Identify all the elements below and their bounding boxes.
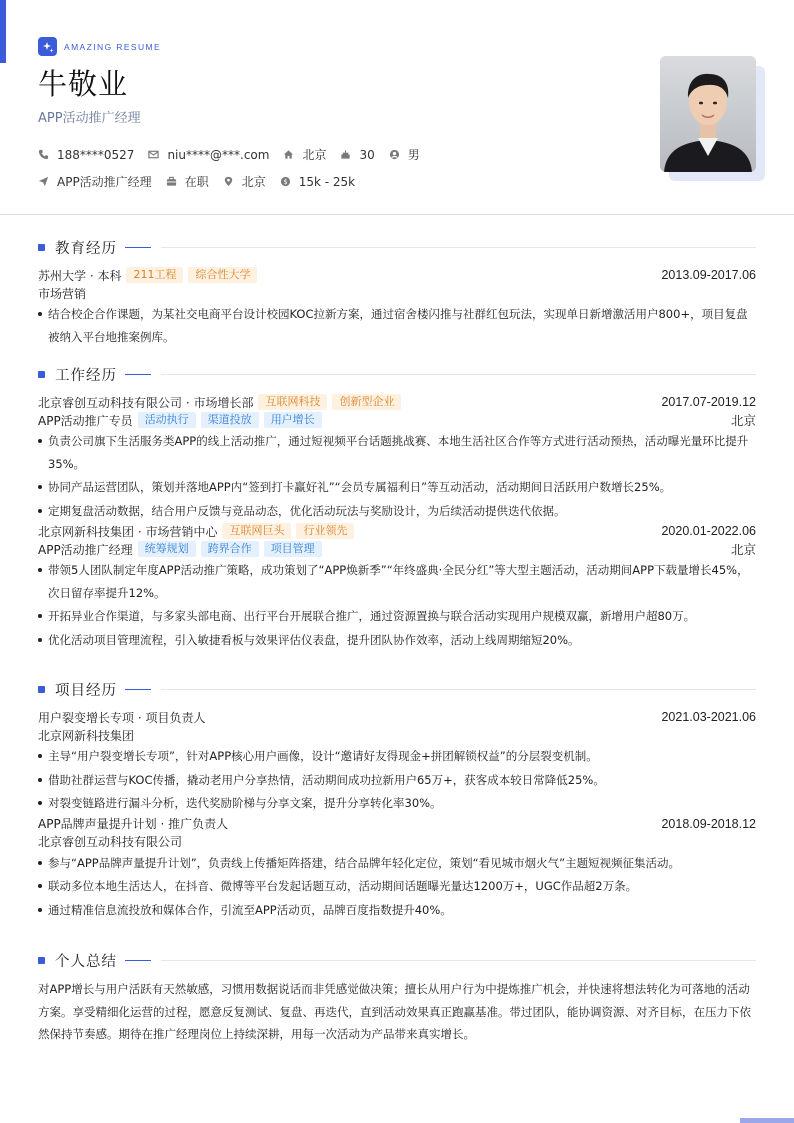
section-divider <box>161 960 756 961</box>
section-title: 项目经历 <box>55 682 117 699</box>
role-tag: 统筹规划 <box>138 541 196 557</box>
briefcase-icon <box>166 176 177 187</box>
section-accent-line <box>125 689 151 690</box>
work-bullet: 带领5人团队制定年度APP活动推广策略，成功策划了“APP焕新季”“年终盛典·全民分红”等大型主题活动，活动期间APP下载量增长45%，次日留存率提升12%。 <box>38 559 756 604</box>
project-org: 北京网新科技集团 <box>38 728 135 743</box>
school-name: 苏州大学 · 本科 <box>38 268 122 283</box>
education-major-row <box>38 284 756 302</box>
section-title: 教育经历 <box>55 240 117 257</box>
phone-info <box>38 148 134 162</box>
home-text: 北京 <box>302 148 327 162</box>
intent-position-info <box>38 173 152 190</box>
job-intent-row <box>38 173 369 190</box>
section-divider <box>161 689 756 690</box>
home-info <box>283 146 326 163</box>
section-accent-line <box>125 374 151 375</box>
salary-text: 15k - 25k <box>298 174 356 189</box>
project-bullet: 参与“APP品牌声量提升计划”，负责线上传播矩阵搭建，结合品牌年轻化定位，策划“看见城市烟火气”主题短视频征集活动。 <box>38 852 756 875</box>
location-icon <box>223 176 234 187</box>
company-tag: 互联网科技 <box>258 394 327 410</box>
phone-text: 188****0527 <box>57 147 135 162</box>
section-accent-line <box>125 247 151 248</box>
project-bullet: 联动多位本地生活达人，在抖音、微博等平台发起话题互动，活动期间话题曝光量达1200万+，UGC作品超2万条。 <box>38 875 756 898</box>
send-icon <box>38 176 49 187</box>
work-role-row <box>38 540 756 558</box>
work-location: 北京 <box>730 414 756 428</box>
major: 市场营销 <box>38 286 87 301</box>
work-date: 2017.07-2019.12 <box>661 395 756 409</box>
section-title: 个人总结 <box>55 953 117 970</box>
brand-text: AMAZING RESUME <box>64 41 162 52</box>
project-name: APP品牌声量提升计划 · 推广负责人 <box>38 817 229 831</box>
role-tag: 跨界合作 <box>201 541 259 557</box>
candidate-title: APP活动推广经理 <box>38 111 141 126</box>
age-text: 30 <box>359 147 375 162</box>
profile-photo <box>660 56 756 172</box>
status-text: 在职 <box>184 175 209 189</box>
gender-info <box>389 146 420 163</box>
section-divider <box>161 374 756 375</box>
project-entry <box>38 708 756 815</box>
education-heading <box>38 237 756 257</box>
bottom-accent-bar <box>740 1118 794 1123</box>
money-icon <box>280 176 291 187</box>
school-tag: 综合性大学 <box>188 267 257 283</box>
project-entry-header <box>38 708 756 726</box>
work-bullet: 定期复盘活动数据，结合用户反馈与竞品动态，优化活动玩法与奖励设计，为后续活动提供迭代依据。 <box>38 500 756 523</box>
section-accent-line <box>125 960 151 961</box>
contact-row <box>38 146 434 163</box>
status-info <box>166 173 209 190</box>
role-tag: 渠道投放 <box>201 412 259 428</box>
work-section <box>38 364 756 651</box>
summary-text: 对APP增长与用户活跃有天然敏感，习惯用数据说话而非凭感觉做决策；擅长从用户行为中提炼推广机会，并快速将想法转化为可落地的活动方案。享受精细化运营的过程，愿意反复测试、复盘、再迭代，直到活动效果真正跑赢基准。带过团队，能协调资源、对齐目标，在压力下依然保持节奏感。期待在推广经理岗位上持续深耕，用每一次活动为产品带来真实增长。 <box>38 982 751 1041</box>
work-bullet: 负责公司旗下生活服务类APP的线上活动推广，通过短视频平台话题挑战赛、本地生活社区合作等方式进行活动预热，活动曝光量环比提升35%。 <box>38 430 756 475</box>
project-entry <box>38 815 756 922</box>
age-info <box>340 148 374 162</box>
gender-icon <box>389 149 400 160</box>
project-org: 北京睿创互动科技有限公司 <box>38 835 183 849</box>
phone-icon <box>38 149 49 160</box>
project-org-row <box>38 833 756 851</box>
work-heading <box>38 364 756 384</box>
education-section <box>38 237 756 348</box>
school-tag: 211工程 <box>126 267 183 283</box>
projects-section <box>38 679 756 921</box>
work-bullet: 优化活动项目管理流程，引入敏捷看板与效果评估仪表盘，提升团队协作效率，活动上线周期缩短20%。 <box>38 629 756 652</box>
intent-city-text: 北京 <box>241 175 266 189</box>
company-name: 北京网新科技集团 · 市场营销中心 <box>38 524 218 539</box>
company-tag: 行业领先 <box>296 523 354 539</box>
section-divider <box>161 247 756 248</box>
work-location: 北京 <box>730 543 756 557</box>
section-marker <box>38 244 45 251</box>
gender-text: 男 <box>407 148 420 162</box>
education-date: 2013.09-2017.06 <box>661 268 756 282</box>
section-marker <box>38 957 45 964</box>
project-name: 用户裂变增长专项 · 项目负责人 <box>38 710 206 725</box>
summary-heading <box>38 950 756 970</box>
svg-text:$: $ <box>283 177 288 186</box>
resume-header <box>0 0 794 215</box>
work-date: 2020.01-2022.06 <box>661 524 756 538</box>
salary-info <box>280 175 355 189</box>
projects-heading <box>38 679 756 699</box>
project-date: 2018.09-2018.12 <box>661 816 756 831</box>
section-marker <box>38 371 45 378</box>
company-name: 北京睿创互动科技有限公司 · 市场增长部 <box>38 395 254 410</box>
email-text: niu****@***.com <box>167 147 270 162</box>
sparkle-icon <box>38 37 57 56</box>
candidate-name: 牛敬业 <box>38 67 129 101</box>
email-info <box>148 148 269 162</box>
section-marker <box>38 686 45 693</box>
work-entry <box>38 522 756 651</box>
company-tag: 互联网巨头 <box>222 523 291 539</box>
intent-position-text: APP活动推广经理 <box>57 175 152 189</box>
project-entry-header <box>38 815 756 833</box>
work-bullet: 开拓异业合作渠道，与多家头部电商、出行平台开展联合推广，通过资源置换与联合活动实现用户规模双赢，新增用户超80万。 <box>38 605 756 628</box>
work-entry <box>38 393 756 522</box>
brand <box>38 37 161 56</box>
role-tag: 项目管理 <box>264 541 322 557</box>
work-bullet: 协同产品运营团队，策划并落地APP内“签到打卡赢好礼”“会员专属福利日”等互动活动，活动期间日活跃用户数增长25%。 <box>38 476 756 499</box>
mail-icon <box>148 149 159 160</box>
home-icon <box>283 149 294 160</box>
work-entry-header <box>38 522 756 540</box>
project-bullet: 对裂变链路进行漏斗分析，迭代奖励阶梯与分享文案，提升分享转化率30%。 <box>38 792 756 815</box>
role-tag: 用户增长 <box>264 412 322 428</box>
role-name: APP活动推广专员 <box>38 413 133 428</box>
cake-icon <box>340 149 351 160</box>
project-org-row <box>38 726 756 744</box>
section-title: 工作经历 <box>55 367 117 384</box>
project-date: 2021.03-2021.06 <box>661 710 756 724</box>
project-bullet: 主导“用户裂变增长专项”，针对APP核心用户画像，设计“邀请好友得现金+拼团解锁权益”的分层裂变机制。 <box>38 745 756 768</box>
project-bullet: 通过精准信息流投放和媒体合作，引流至APP活动页，品牌百度指数提升40%。 <box>38 899 756 922</box>
education-bullet: 结合校企合作课题，为某社交电商平台设计校园KOC拉新方案，通过宿舍楼闪推与社群红包玩法，实现单日新增激活用户800+，项目复盘被纳入平台地推案例库。 <box>38 303 756 348</box>
summary-section <box>38 950 756 1046</box>
work-role-row <box>38 411 756 429</box>
intent-city-info <box>223 173 266 190</box>
education-entry-header <box>38 266 756 284</box>
work-entry-header <box>38 393 756 411</box>
role-tag: 活动执行 <box>138 412 196 428</box>
company-tag: 创新型企业 <box>332 394 401 410</box>
role-name: APP活动推广经理 <box>38 542 133 557</box>
project-bullet: 借助社群运营与KOC传播，撬动老用户分享热情，活动期间成功拉新用户65万+，获客成本较日常降低25%。 <box>38 769 756 792</box>
